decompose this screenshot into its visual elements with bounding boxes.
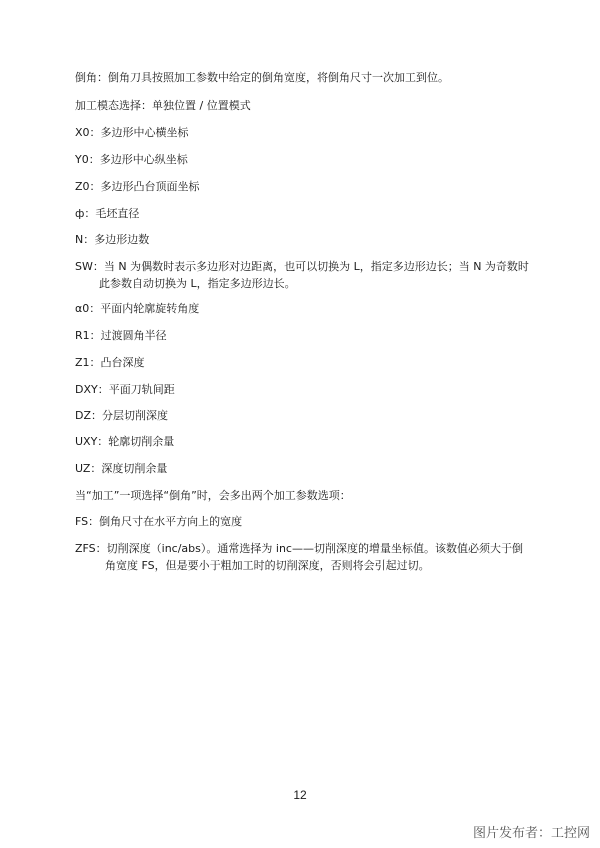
param-r1: R1：过渡圆角半径 bbox=[75, 329, 167, 342]
paragraph-chamfer: 倒角：倒角刀具按照加工参数中给定的倒角宽度，将倒角尺寸一次加工到位。 bbox=[75, 71, 449, 84]
paragraph-mode-select: 加工模态选择：单独位置 / 位置模式 bbox=[75, 99, 251, 112]
param-sw-continued: 此参数自动切换为 L，指定多边形边长。 bbox=[99, 277, 296, 290]
param-y0: Y0：多边形中心纵坐标 bbox=[75, 153, 188, 166]
param-zfs-continued: 角宽度 FS，但是要小于粗加工时的切削深度，否则将会引起过切。 bbox=[105, 559, 430, 572]
param-uz: UZ：深度切削余量 bbox=[75, 462, 168, 475]
param-n: N：多边形边数 bbox=[75, 233, 150, 246]
param-dxy: DXY：平面刀轨间距 bbox=[75, 383, 175, 396]
param-phi: ф：毛坯直径 bbox=[75, 207, 140, 220]
param-z1: Z1：凸台深度 bbox=[75, 356, 145, 369]
watermark: 图片发布者：工控网 bbox=[472, 826, 590, 841]
param-x0: X0：多边形中心横坐标 bbox=[75, 126, 189, 139]
param-alpha0: α0：平面内轮廓旋转角度 bbox=[75, 302, 200, 315]
param-z0: Z0：多边形凸台顶面坐标 bbox=[75, 180, 200, 193]
param-uxy: UXY：轮廓切削余量 bbox=[75, 435, 175, 448]
param-zfs: ZFS：切削深度（inc/abs）。通常选择为 inc——切削深度的增量坐标值。该数值必须大于倒 bbox=[75, 542, 523, 555]
paragraph-chamfer-options: 当“加工”一项选择“倒角”时，会多出两个加工参数选项： bbox=[75, 489, 351, 502]
param-dz: DZ：分层切削深度 bbox=[75, 409, 169, 422]
page-number: 12 bbox=[293, 788, 307, 802]
param-fs: FS：倒角尺寸在水平方向上的宽度 bbox=[75, 515, 243, 528]
param-sw: SW：当 N 为偶数时表示多边形对边距离，也可以切换为 L，指定多边形边长；当 N 为奇数时 bbox=[75, 260, 529, 273]
